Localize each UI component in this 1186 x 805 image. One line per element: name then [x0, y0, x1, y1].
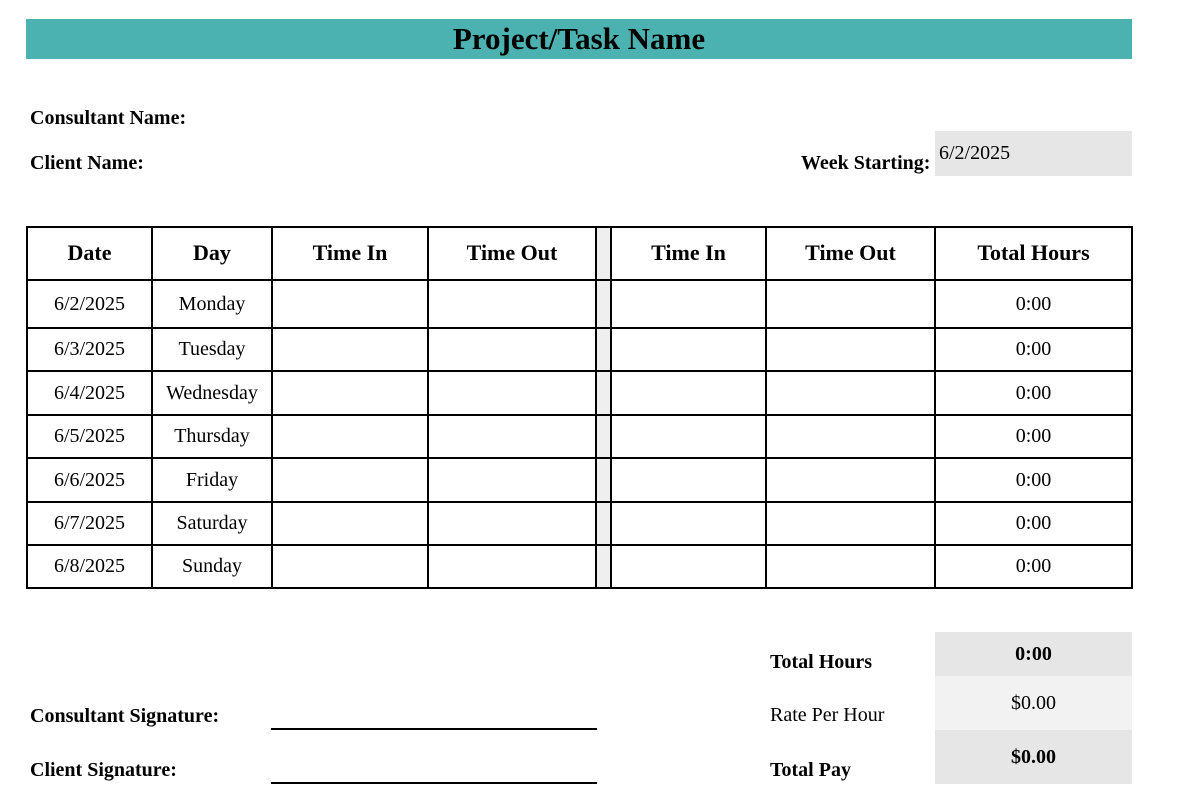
cell-day: Friday: [185, 468, 239, 491]
cell-time-out-1[interactable]: [427, 501, 597, 546]
cell-time-out-2[interactable]: [765, 501, 936, 546]
cell-day: Sunday: [182, 555, 242, 577]
cell-time-out-2[interactable]: [765, 279, 936, 329]
cell-time-in-1[interactable]: [271, 327, 429, 372]
cell-day: Saturday: [176, 512, 248, 534]
client-signature-label: Client Signature:: [30, 759, 177, 781]
cell-total-hours: 0:00: [1015, 292, 1052, 315]
cell-time-in-2[interactable]: [610, 457, 767, 503]
header-time-in-2: Time In: [651, 240, 726, 265]
cell-time-out-1[interactable]: [427, 457, 597, 503]
cell-time-in-2[interactable]: [610, 279, 767, 329]
timesheet-table: [26, 226, 1133, 589]
header-time-out-2: Time Out: [805, 240, 896, 265]
total-hours-label: Total Hours: [770, 651, 873, 673]
cell-time-out-1[interactable]: [427, 279, 597, 329]
week-starting-label: Week Starting:: [801, 152, 931, 174]
cell-time-out-2[interactable]: [765, 457, 936, 503]
cell-date: 6/4/2025: [53, 381, 126, 404]
total-hours-value: 0:00: [935, 632, 1132, 676]
header-time-out-1: Time Out: [466, 240, 558, 265]
header-total-hours: Total Hours: [977, 240, 1090, 265]
cell-time-out-1[interactable]: [427, 327, 597, 372]
consultant-signature-label: Consultant Signature:: [30, 705, 220, 727]
cell-date: 6/7/2025: [53, 512, 126, 534]
cell-time-in-2[interactable]: [610, 501, 767, 546]
cell-day: Thursday: [174, 425, 250, 447]
consultant-signature-line[interactable]: [271, 728, 597, 730]
total-pay-label: Total Pay: [770, 759, 851, 781]
header-day: Day: [193, 240, 231, 265]
cell-time-in-1[interactable]: [271, 279, 429, 329]
cell-total-hours: 0:00: [1015, 468, 1052, 491]
cell-time-out-1[interactable]: [427, 414, 597, 459]
cell-time-in-1[interactable]: [271, 457, 429, 503]
week-starting-field[interactable]: 6/2/2025: [935, 131, 1132, 176]
cell-time-in-2[interactable]: [610, 414, 767, 459]
cell-time-out-2[interactable]: [765, 544, 936, 589]
cell-time-in-2[interactable]: [610, 370, 767, 416]
cell-date: 6/6/2025: [53, 468, 126, 491]
client-signature-line[interactable]: [271, 782, 597, 784]
cell-time-out-1[interactable]: [427, 544, 597, 589]
consultant-name-label: Consultant Name:: [30, 107, 187, 129]
total-pay-value: $0.00: [935, 730, 1132, 784]
cell-date: 6/8/2025: [53, 555, 126, 577]
rate-per-hour-label: Rate Per Hour: [770, 704, 885, 726]
cell-date: 6/3/2025: [53, 338, 126, 360]
cell-total-hours: 0:00: [1015, 425, 1052, 447]
cell-time-in-1[interactable]: [271, 370, 429, 416]
cell-date: 6/2/2025: [53, 292, 126, 315]
cell-day: Wednesday: [166, 381, 258, 404]
client-name-label: Client Name:: [30, 152, 144, 174]
cell-time-in-1[interactable]: [271, 414, 429, 459]
cell-day: Tuesday: [178, 338, 246, 360]
cell-time-in-2[interactable]: [610, 327, 767, 372]
header-date: Date: [67, 240, 112, 265]
cell-time-in-2[interactable]: [610, 544, 767, 589]
cell-total-hours: 0:00: [1015, 338, 1052, 360]
cell-time-out-1[interactable]: [427, 370, 597, 416]
page-title: Project/Task Name: [26, 19, 1132, 59]
cell-time-out-2[interactable]: [765, 414, 936, 459]
cell-time-in-1[interactable]: [271, 501, 429, 546]
cell-date: 6/5/2025: [53, 425, 126, 447]
header-time-in-1: Time In: [312, 240, 388, 265]
cell-total-hours: 0:00: [1015, 381, 1052, 404]
cell-time-out-2[interactable]: [765, 370, 936, 416]
cell-total-hours: 0:00: [1015, 555, 1052, 577]
cell-time-in-1[interactable]: [271, 544, 429, 589]
cell-day: Monday: [178, 292, 246, 315]
cell-time-out-2[interactable]: [765, 327, 936, 372]
rate-per-hour-field[interactable]: $0.00: [935, 676, 1132, 730]
cell-total-hours: 0:00: [1015, 512, 1052, 534]
